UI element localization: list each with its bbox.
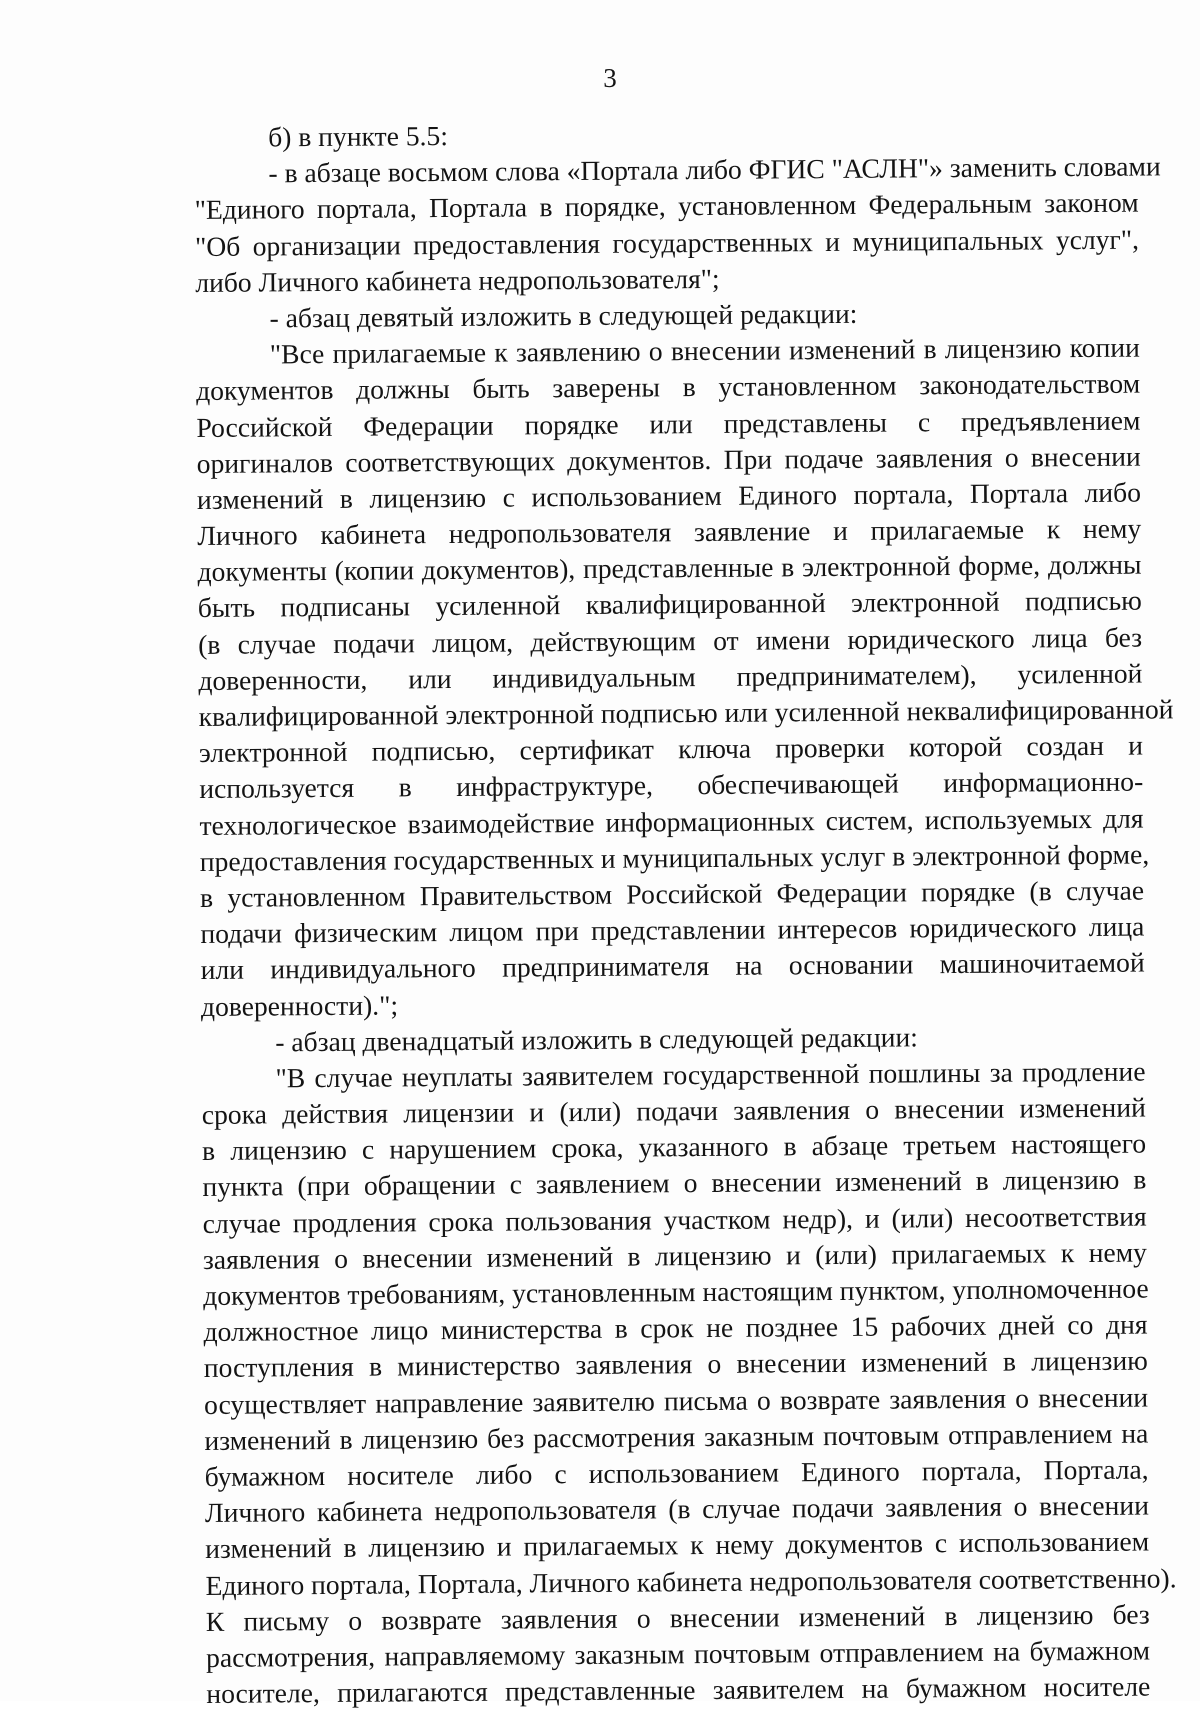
text-line: Личного кабинета недропользователя (в случае подачи заявления о внесении [204, 1489, 1150, 1529]
text-line: (в случае подачи лицом, действующим от имени юридического лица без [197, 621, 1143, 660]
text-line: должностное лицо министерства в срок не позднее 15 рабочих дней со дня [203, 1308, 1148, 1348]
text-line: осуществляет направление заявителю письма о возврате заявления о внесении [203, 1381, 1149, 1420]
text-line: б) в пункте 5.5: [268, 120, 449, 153]
text-line: носителе, прилагаются представленные заявителем на бумажном носителе [206, 1670, 1151, 1710]
text-line: изменений в лицензию без рассмотрения заказным почтовым отправлением на [204, 1417, 1149, 1456]
text-line: изменений в лицензию с использованием Единого портала, Портала либо [196, 476, 1142, 515]
text-line: заявления о внесении изменений в лицензию и (или) прилагаемых к нему [202, 1236, 1148, 1275]
text-line: "Единого портала, Портала в порядке, установленном Федеральным законом [194, 186, 1139, 226]
text-line: электронной подписью, сертификат ключа проверки которой создан и [198, 729, 1144, 769]
text-line: квалифицированной электронной подписью или усиленной неквалифицированной [198, 693, 1174, 732]
text-line: "Все прилагаемые к заявлению о внесении изменений в лицензию копии [269, 331, 1140, 370]
text-line: или индивидуального предпринимателя на основании машиночитаемой [200, 946, 1145, 986]
text-line: бумажном носителе либо с использованием Единого портала, Портала, [204, 1453, 1149, 1492]
text-line: в установленном Правительством Российской Федерации порядке (в случае [199, 874, 1145, 913]
page-number: 3 [603, 63, 617, 93]
text-line: доверенности, или индивидуальным предпринимателем), усиленной [198, 657, 1143, 696]
text-line: - абзац девятый изложить в следующей редакции: [269, 297, 858, 334]
text-line: "В случае неуплаты заявителем государственной пошлины за продление [275, 1055, 1146, 1094]
document-body [194, 113, 1177, 1712]
text-line: пункта (при обращении с заявлением о внесении изменений в лицензию в [202, 1163, 1147, 1203]
text-line: доверенности)."; [200, 988, 399, 1022]
text-line: - в абзаце восьмом слова «Портала либо ФГИС "АСЛН"» заменить словами [268, 150, 1161, 189]
text-line: - абзац двенадцатый изложить в следующей редакции: [275, 1021, 919, 1058]
text-line: оригиналов соответствующих документов. При подаче заявления о внесении [196, 440, 1141, 479]
text-line: подачи физическим лицом при представлении интересов юридического лица [200, 910, 1145, 950]
text-line: К письму о возврате заявления о внесении изменений в лицензию без [205, 1598, 1150, 1637]
text-line: поступления в министерство заявления о внесении изменений в лицензию [203, 1344, 1148, 1384]
text-line: Единого портала, Портала, Личного кабинета недропользователя соответственно). [205, 1561, 1177, 1601]
text-line: Личного кабинета недропользователя заявление и прилагаемые к нему [197, 512, 1142, 552]
text-line: в лицензию с нарушением срока, указанного в абзаце третьем настоящего [201, 1127, 1147, 1167]
text-line: "Об организации предоставления государственных и муниципальных услуг", [194, 223, 1140, 262]
text-line: срока действия лицензии и (или) подачи заявления о внесении изменений [201, 1091, 1146, 1131]
text-line: Российской Федерации порядке или представлены с предъявлением [196, 404, 1141, 443]
text-line: используется в инфраструктуре, обеспечивающей информационно- [199, 765, 1144, 805]
text-line: быть подписаны усиленной квалифицированной электронной подписью [197, 585, 1142, 624]
text-line: предоставления государственных и муниципальных услуг в электронной форме, [199, 838, 1150, 877]
text-line: технологическое взаимодействие информационных систем, используемых для [199, 802, 1144, 841]
text-line: рассмотрения, направляемому заказным почтовым отправлением на бумажном [205, 1634, 1151, 1673]
text-line: документы (копии документов), представленные в электронной форме, должны [197, 548, 1142, 588]
text-line: либо Личного кабинета недропользователя"; [195, 262, 720, 298]
text-line: случае продления срока пользования участком недр), и (или) несоответствия [202, 1200, 1147, 1239]
text-line: изменений в лицензию и прилагаемых к нему документов с использованием [205, 1525, 1150, 1565]
text-line: документов должны быть заверены в установленном законодательством [196, 367, 1141, 407]
text-line: документов требованиям, установленным настоящим пунктом, уполномоченное [203, 1272, 1149, 1311]
